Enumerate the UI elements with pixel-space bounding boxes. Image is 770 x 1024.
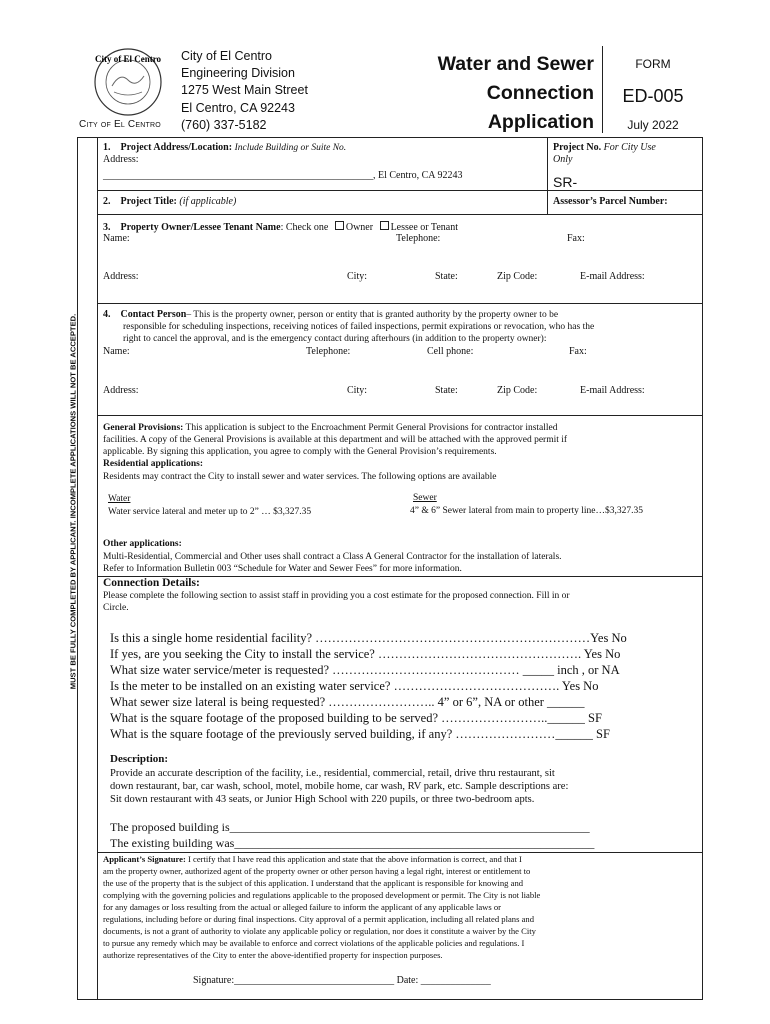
- connection-details-text-2: Circle.: [103, 603, 129, 613]
- owner-fax-label[interactable]: Fax:: [567, 233, 585, 244]
- question-sewer-lateral[interactable]: What sewer size lateral is being requested? …………………….. 4” or 6”, NA or other ______: [110, 695, 585, 709]
- description-text-2: down restaurant, bar, car wash, school, motel, mobile home, car wash, RV park, etc. Sample descriptions are:: [110, 781, 569, 792]
- signature-statement-7: documents, is not a grant of authority to violate any applicable policy or regulation, nor does it constitute a waiver by the City: [103, 926, 536, 936]
- lessee-option-label: Lessee or Tenant: [390, 222, 458, 233]
- side-note: MUST BE FULLY COMPLETED BY APPLICANT. INCOMPLETE APPLICATIONS WILL NOT BE ACCEPTED.: [68, 313, 78, 690]
- form-label: FORM: [635, 57, 671, 71]
- contact-cell-label[interactable]: Cell phone:: [427, 346, 474, 357]
- signature-title: Applicant’s Signature:: [103, 854, 186, 864]
- project-number-field[interactable]: SR-: [553, 174, 578, 190]
- general-provisions-title: General Provisions:: [103, 423, 184, 433]
- contact-zip-label[interactable]: Zip Code:: [497, 385, 538, 396]
- connection-details-text-1: Please complete the following section to assist staff in providing you a cost estimate for the proposed connection. Fill in or: [103, 591, 570, 601]
- title-line-1: Water and Sewer: [437, 53, 594, 75]
- owner-telephone-label[interactable]: Telephone:: [396, 233, 441, 244]
- owner-zip-label[interactable]: Zip Code:: [497, 271, 538, 282]
- signature-date-field[interactable]: Signature:________________________________ Date: ______________: [193, 975, 491, 986]
- proposed-building-field[interactable]: The proposed building is____________________________________________________________: [110, 820, 590, 834]
- owner-option-label: Owner: [345, 222, 374, 233]
- other-applications-title: Other applications:: [103, 539, 182, 549]
- project-number-hint-2: Only: [553, 154, 573, 165]
- section-3-title: Property Owner/Lessee Tenant Name: [120, 222, 281, 233]
- owner-name-label[interactable]: Name:: [103, 233, 130, 244]
- question-single-home[interactable]: Is this a single home residential facility? …………………………………………………………Yes No: [110, 631, 627, 645]
- section-1-title: Project Address/Location:: [120, 142, 233, 153]
- apn-label: Assessor’s Parcel Number:: [553, 196, 668, 207]
- signature-statement-2: am the property owner, authorized agent of the property owner or other person having a legal right, interest or entitlement to: [103, 866, 531, 876]
- check-one-label: : Check one: [280, 222, 329, 233]
- connection-details-title: Connection Details:: [103, 577, 200, 589]
- contact-telephone-label[interactable]: Telephone:: [306, 346, 351, 357]
- signature-statement-3: the use of the property that is the subject of this application. I understand that the applicant is responsible for knowing and: [103, 878, 524, 888]
- address-line-2: Engineering Division: [181, 66, 295, 81]
- contact-city-label[interactable]: City:: [347, 385, 368, 396]
- address-line-1: City of El Centro: [181, 49, 273, 63]
- contact-state-label[interactable]: State:: [435, 385, 458, 396]
- contact-email-label[interactable]: E-mail Address:: [580, 385, 645, 396]
- owner-checkbox[interactable]: [335, 221, 344, 230]
- section-1-number: 1.: [103, 142, 111, 153]
- question-previous-sqft[interactable]: What is the square footage of the previously served building, if any? ……………………______ SF: [110, 727, 610, 741]
- signature-statement-6: regulations, including before or during final inspections. City approval of a permit application, including all related plans and: [103, 914, 535, 924]
- city-label: City of El Centro: [79, 119, 161, 130]
- project-number-label: [553, 142, 656, 154]
- section-4-desc-3: right to cancel the approval, and is the emergency contact during afterhours (in addition to the property owner):: [123, 334, 547, 344]
- owner-address-label[interactable]: Address:: [103, 271, 139, 282]
- sewer-option-desc: 4” & 6” Sewer lateral from main to property line…$3,327.35: [410, 506, 643, 516]
- water-option-desc: Water service lateral and meter up to 2” … $3,327.35: [108, 507, 312, 517]
- question-city-install[interactable]: If yes, are you seeking the City to install the service? …………………………………………. Yes No: [110, 647, 621, 661]
- department-address: [181, 48, 308, 134]
- section-4-desc-1: – This is the property owner, person or entity that is granted authority by the property owner to be: [186, 310, 559, 320]
- description-text-1: Provide an accurate description of the facility, i.e., residential, commercial, retail, drive thru restaurant, sit: [110, 768, 555, 779]
- section-2-title: Project Title:: [120, 196, 177, 207]
- section-1-hint: Include Building or Suite No.: [234, 143, 347, 153]
- seal-text: City of El Centro: [94, 54, 162, 64]
- question-meter-size[interactable]: What size water service/meter is requested? ……………………………………… _____ inch , or NA: [110, 663, 620, 677]
- general-provisions-text-3: applicable. By signing this application, you agree to comply with the General Provision’s requirements.: [103, 447, 497, 457]
- section-4-title: Contact Person: [120, 309, 187, 320]
- water-option-label: Water: [108, 494, 131, 504]
- section-2-number: 2.: [103, 196, 111, 207]
- city-seal-logo: [92, 46, 164, 118]
- residential-title: Residential applications:: [103, 459, 204, 469]
- lessee-checkbox[interactable]: [380, 221, 389, 230]
- address-line-3: 1275 West Main Street: [181, 83, 308, 98]
- section-4-desc-2: responsible for scheduling inspections, receiving notices of failed inspections, permit expirations or revocation, who has the: [123, 322, 595, 332]
- question-proposed-sqft[interactable]: What is the square footage of the proposed building to be served? ……………………..______ SF: [110, 711, 602, 725]
- general-provisions-text-1: This application is subject to the Encroachment Permit General Provisions for contractor installed: [183, 423, 558, 433]
- section-4-heading: [103, 309, 558, 321]
- form-number: ED-005: [622, 86, 684, 106]
- section-4-number: 4.: [103, 309, 111, 320]
- signature-statement-5: for any damages or loss resulting from the actual or alleged failure to inform the applicant of any applicable laws or: [103, 902, 502, 912]
- other-applications-text-1: Multi-Residential, Commercial and Other uses shall contract a Class A General Contractor for the installation of laterals.: [103, 552, 562, 562]
- address-line-5: (760) 337-5182: [181, 117, 267, 132]
- contact-fax-label[interactable]: Fax:: [569, 346, 587, 357]
- signature-text-1: [103, 854, 522, 865]
- project-number-hint-1: For City Use: [603, 142, 656, 153]
- section-2-heading: [103, 196, 236, 208]
- owner-city-label[interactable]: City:: [347, 271, 368, 282]
- owner-email-label[interactable]: E-mail Address:: [580, 271, 645, 282]
- description-title: Description:: [110, 753, 169, 765]
- address-line-4: El Centro, CA 92243: [181, 100, 295, 115]
- residential-intro: Residents may contract the City to install sewer and water services. The following options are available: [103, 472, 497, 482]
- title-line-3: Application: [487, 111, 594, 133]
- owner-state-label[interactable]: State:: [435, 271, 458, 282]
- description-text-3: Sit down restaurant with 43 seats, or Junior High School with 220 pupils, or three two-bedroom apts.: [110, 794, 535, 805]
- contact-name-label[interactable]: Name:: [103, 346, 130, 357]
- general-provisions-text-2: facilities. A copy of the General Provisions is available at this department and will be attached with the approved permit if: [103, 435, 568, 445]
- signature-statement-1: I certify that I have read this application and state that the above information is correct, and that I: [185, 854, 522, 864]
- form-date: July 2022: [627, 118, 679, 132]
- sewer-option-label: Sewer: [413, 493, 437, 503]
- other-applications-text-2: Refer to Information Bulletin 003 “Schedule for Water and Sewer Fees” for more information.: [103, 564, 462, 574]
- question-existing-service[interactable]: Is the meter to be installed on an existing water service? …………………………………. Yes No: [110, 679, 599, 693]
- section-2-hint: (if applicable): [179, 196, 237, 207]
- section-3-number: 3.: [103, 222, 111, 233]
- contact-address-label[interactable]: Address:: [103, 385, 139, 396]
- signature-statement-4: complying with the governing policies and regulations applicable to the proposed development or permit. The City is not liable: [103, 890, 541, 900]
- signature-statement-9: authorize representatives of the City to enter the above-identified property for inspection purposes.: [103, 950, 443, 960]
- project-address-label: Address:: [103, 154, 139, 165]
- signature-statement-8: to pursue any remedy which may be available to enforce and correct violations of the applicable policies and regulations. I: [103, 938, 525, 948]
- form-title: [400, 50, 594, 137]
- title-line-2: Connection: [486, 82, 594, 104]
- project-number-title: Project No.: [553, 142, 602, 153]
- existing-building-field[interactable]: The existing building was____________________________________________________________: [110, 836, 595, 850]
- project-address-field[interactable]: ______________________________________________________, El Centro, CA 92243: [103, 170, 463, 181]
- section-1-heading: [103, 142, 346, 154]
- general-provisions-line-1: [103, 423, 558, 434]
